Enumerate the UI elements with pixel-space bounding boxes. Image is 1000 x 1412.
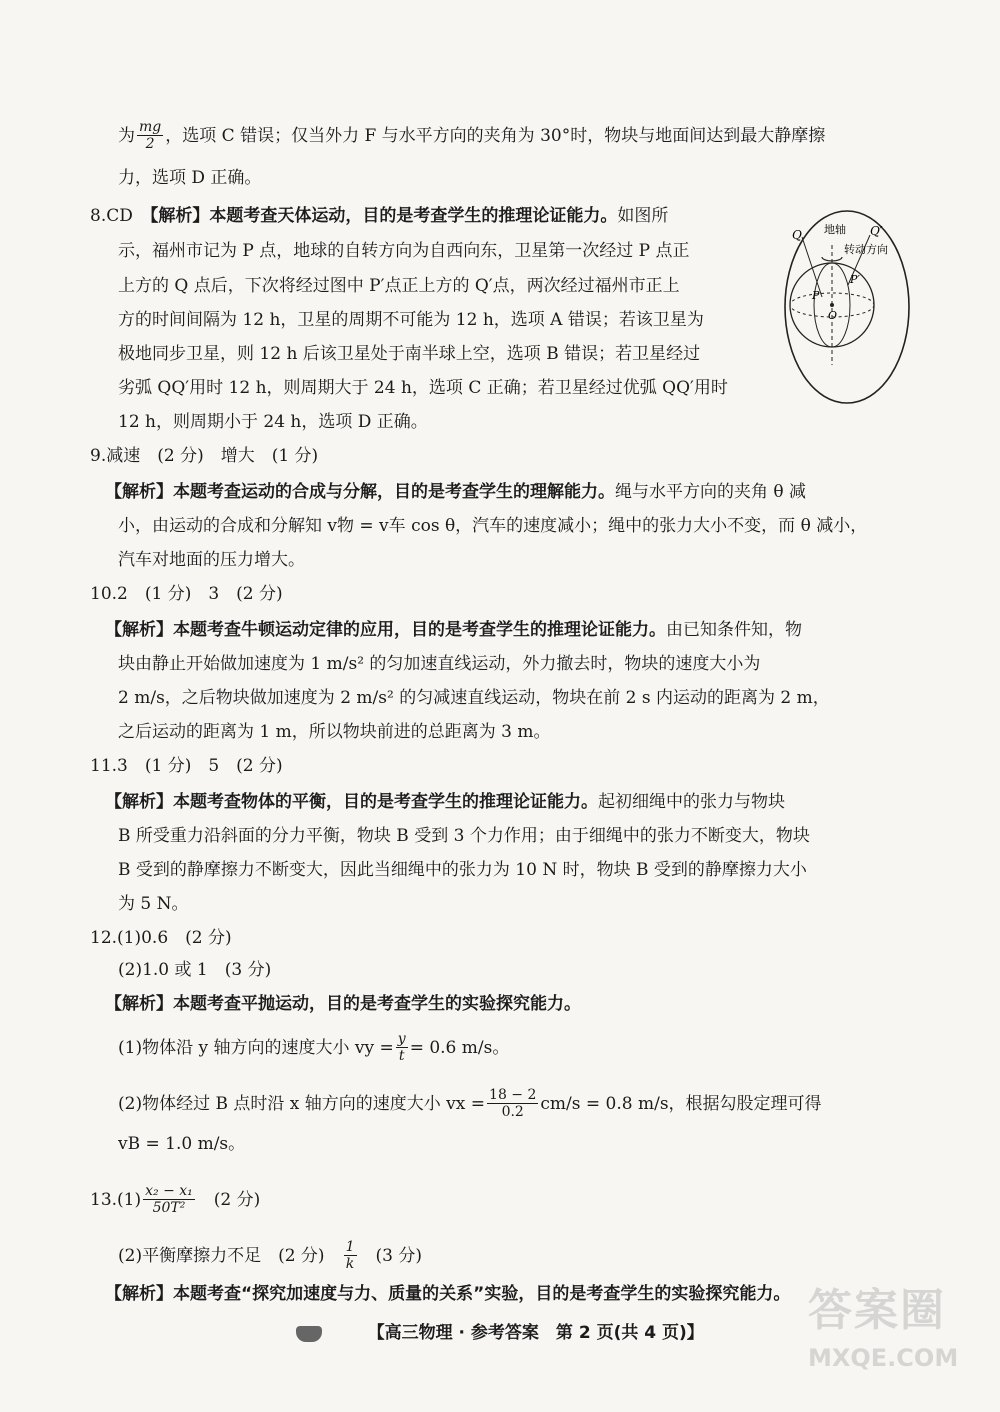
q13-analysis: 【解析】本题考查“探究加速度与力、质量的关系”实验，目的是考查学生的实验探究能力。 bbox=[105, 1284, 791, 1304]
q-label: Q bbox=[792, 228, 802, 242]
q12-line-3: vB = 1.0 m/s。 bbox=[118, 1134, 246, 1154]
q8-line-2: 示，福州市记为 P 点，地球的自转方向为自西向东，卫星第一次经过 P 点正 bbox=[118, 241, 690, 261]
text-line: 力，选项 D 正确。 bbox=[118, 168, 262, 188]
o-label: O bbox=[828, 309, 838, 322]
q8-line-6: 劣弧 QQ′用时 12 h，则周期大于 24 h，选项 C 正确；若卫星经过优弧 QQ′用时 bbox=[118, 378, 728, 398]
q11-line-3: B 受到的静摩擦力不断变大，因此当细绳中的张力为 10 N 时，物块 B 受到的静摩擦力大小 bbox=[118, 860, 807, 880]
q9-answer: 9.减速 (2 分) 增大 (1 分) bbox=[90, 446, 319, 466]
q12-line-2: (2)物体经过 B 点时沿 x 轴方向的速度大小 vx = $\frac{18 - 2}{0.2}$ cm/s = 0.8 m/s，根据勾股定理可得 bbox=[118, 1087, 822, 1121]
q9-line-2: 小，由运动的合成和分解知 v物 = v车 cos θ，汽车的速度减小；绳中的张力大小不变，而 θ 减小， bbox=[118, 516, 868, 536]
fraction: $\frac{y}{t}$ bbox=[397, 1031, 406, 1065]
q13-answer-1: 13.(1) $\frac{\text{x₂ − x₁}}{\text{50T²}}$ (2 分) bbox=[90, 1183, 261, 1217]
fraction: $\frac{18 - 2}{0.2}$ bbox=[489, 1087, 537, 1121]
q12-answer-1: 12.(1)0.6 (2 分) bbox=[90, 928, 232, 948]
q11-answer: 11.3 (1 分) 5 (2 分) bbox=[90, 756, 283, 776]
q11-line-4: 为 5 N。 bbox=[118, 894, 189, 914]
page-footer: 【高三物理 · 参考答案 第 2 页(共 4 页)】 bbox=[0, 1318, 1000, 1343]
earth-satellite-diagram bbox=[772, 205, 922, 410]
fraction: $\frac{\text{x₂ − x₁}}{\text{50T²}}$ bbox=[145, 1183, 193, 1217]
q8-line-5: 极地同步卫星，则 12 h 后该卫星处于南半球上空，选项 B 错误；若卫星经过 bbox=[118, 344, 701, 364]
q10-line-2: 块由静止开始做加速度为 1 m/s² 的匀加速直线运动，外力撤去时，物块的速度大小为 bbox=[118, 654, 761, 674]
fraction: $\frac{mg}{2}$ bbox=[139, 119, 162, 153]
q8-line-7: 12 h，则周期小于 24 h，选项 D 正确。 bbox=[118, 412, 428, 432]
fraction: $\frac{1}{k}$ bbox=[345, 1239, 355, 1273]
q12-analysis: 【解析】本题考查平抛运动，目的是考查学生的实验探究能力。 bbox=[105, 994, 581, 1014]
q12-answer-2: (2)1.0 或 1 (3 分) bbox=[118, 960, 272, 980]
q9-line-1: 【解析】本题考查运动的合成与分解，目的是考查学生的理解能力。绳与水平方向的夹角 θ 减 bbox=[105, 482, 807, 502]
text-line: 为 $\frac{mg}{2}$ ，选项 C 错误；仅当外力 F 与水平方向的夹角为 30°时，物块与地面间达到最大静摩擦 bbox=[118, 119, 826, 153]
graduation-cap-icon bbox=[296, 1326, 322, 1342]
q10-answer: 10.2 (1 分) 3 (2 分) bbox=[90, 584, 283, 604]
axis-label: 地轴 bbox=[824, 223, 846, 236]
q11-line-2: B 所受重力沿斜面的分力平衡，物块 B 受到 3 个力作用；由于细绳中的张力不断变大，物块 bbox=[118, 826, 810, 846]
q10-line-1: 【解析】本题考查牛顿运动定律的应用，目的是考查学生的推理论证能力。由已知条件知，物 bbox=[105, 620, 802, 640]
q8-line-4: 方的时间间隔为 12 h，卫星的周期不可能为 12 h，选项 A 错误；若该卫星为 bbox=[118, 310, 704, 330]
q8-line-3: 上方的 Q 点后，下次将经过图中 P′点正上方的 Q′点，两次经过福州市正上 bbox=[118, 276, 680, 296]
p-prime-label: P′ bbox=[850, 273, 860, 286]
q8-line-1: 8.CD 【解析】本题考查天体运动，目的是考查学生的推理论证能力。如图所 bbox=[90, 206, 669, 226]
rotation-label: 转动方向 bbox=[844, 243, 888, 256]
watermark-logo: 答案圈 MXQE.COM bbox=[808, 1285, 959, 1372]
q9-line-3: 汽车对地面的压力增大。 bbox=[118, 550, 305, 570]
q10-line-4: 之后运动的距离为 1 m，所以物块前进的总距离为 3 m。 bbox=[118, 722, 551, 742]
q11-line-1: 【解析】本题考查物体的平衡，目的是考查学生的推理论证能力。起初细绳中的张力与物块 bbox=[105, 792, 785, 812]
q-prime-label: Q′ bbox=[870, 224, 883, 238]
p-label: P bbox=[812, 289, 820, 302]
q10-line-3: 2 m/s，之后物块做加速度为 2 m/s² 的匀减速直线运动，物块在前 2 s 内运动的距离为 2 m， bbox=[118, 688, 830, 708]
q13-answer-2: (2)平衡摩擦力不足 (2 分) $\frac{1}{k}$ (3 分) bbox=[118, 1239, 422, 1273]
q12-line-1: (1)物体沿 y 轴方向的速度大小 vy = $\frac{y}{t}$ = 0.6 m/s。 bbox=[118, 1031, 510, 1065]
